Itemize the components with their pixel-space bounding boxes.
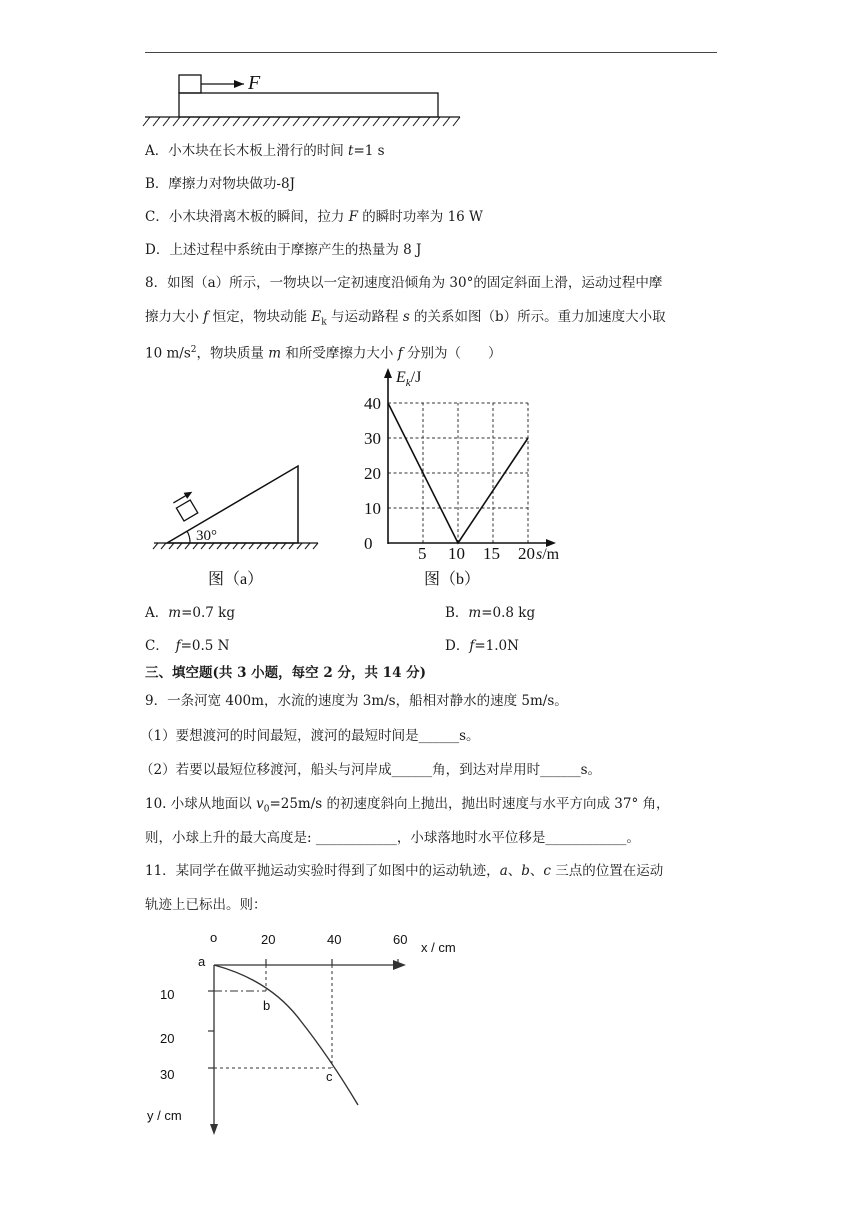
q11-var-b: b: [521, 863, 530, 879]
q8-c-post: =0.5 N: [180, 638, 230, 654]
q11-sep2: 、: [529, 863, 544, 879]
x-tick-label: 10: [448, 544, 465, 563]
q8-l2-c: 与运动路程: [326, 309, 403, 325]
chart-y-arrow: [384, 368, 392, 378]
origin-label: o: [210, 930, 218, 945]
ek-series-line: [388, 403, 528, 543]
q8-l3-a: 10 m/s: [145, 345, 191, 362]
q8-d-post: =1.0N: [474, 638, 519, 654]
q11-l1-a: 11．某同学在做平抛运动实验时得到了如图中的运动轨迹，: [145, 863, 500, 879]
board-force-figure: [140, 62, 470, 132]
q9-part1: （1）要想渡河的时间最短，渡河的最短时间是______s。: [140, 728, 480, 744]
y-axis-label: y / cm: [147, 1108, 182, 1123]
q7-option-b: B．摩擦力对物块做功-8J: [145, 176, 295, 192]
x-tick-label: 5: [418, 544, 427, 563]
q7-a-var: t: [348, 143, 354, 159]
q8-a-post: =0.7 kg: [181, 605, 235, 621]
q11-l1-b: 三点的位置在运动: [550, 863, 664, 879]
q8-b-pre: B．: [445, 605, 469, 621]
q8-stem-line2: [145, 308, 666, 332]
q8-d-var: f: [469, 638, 475, 654]
q7-a-value: =1 s: [353, 143, 385, 159]
y-tick-label: 10: [364, 499, 381, 518]
q11-var-c: c: [543, 863, 551, 879]
q10-l1-sub: 0: [263, 804, 270, 815]
q8-l2-s: s: [402, 309, 410, 325]
q8-stem-line1: 8．如图（a）所示，一物块以一定初速度沿倾角为 30°的固定斜面上滑，运动过程中摩: [145, 275, 663, 291]
q8-l3-d: 分别为（ ）: [402, 345, 502, 362]
x-tick-label: 15: [483, 544, 500, 563]
q8-l3-f: f: [397, 345, 403, 362]
q11-line2: 轨迹上已标出。则：: [145, 897, 267, 913]
y-tick-label: 40: [364, 394, 381, 413]
x-axis-label: x / cm: [421, 940, 456, 955]
q7-c-var: F: [348, 209, 358, 225]
figure-a-caption: 图（a）: [208, 571, 264, 588]
chart-x-tick-labels: [418, 544, 535, 563]
trajectory-figure: [140, 925, 480, 1145]
point-c-label: c: [326, 1069, 333, 1084]
q7-option-c: [145, 208, 483, 226]
q10-l1-a: 10. 小球从地面以: [145, 796, 257, 812]
q8-l3-m: m: [268, 345, 282, 362]
incline-figure: [150, 460, 330, 590]
q8-a-var: m: [168, 605, 182, 621]
q11-var-a: a: [499, 863, 508, 879]
force-label: F: [248, 72, 261, 94]
q8-l2-a: 擦力大小: [145, 309, 204, 325]
q8-l3-c: 和所受摩擦力大小: [281, 345, 398, 362]
q8-c-var: f: [175, 638, 181, 654]
q8-l3-sup: 2: [190, 345, 197, 355]
q11-sep1: 、: [507, 863, 522, 879]
q8-l2-k: k: [321, 317, 327, 328]
x-tick-40: 40: [327, 932, 342, 947]
q8-stem-line3: [145, 341, 501, 363]
q9-stem: 9．一条河宽 400m，水流的速度为 3m/s，船相对静水的速度 5m/s。: [145, 693, 568, 709]
point-a-label: a: [198, 954, 206, 969]
section3-heading: 三、填空题(共 3 小题，每空 2 分，共 14 分): [145, 665, 427, 681]
figure-b-caption: 图（b）: [424, 571, 481, 588]
q10-line1: [145, 795, 670, 819]
q10-line2: 则，小球上升的最大高度是: ____________，小球落地时水平位移是____________。: [145, 830, 640, 846]
q8-b-post: =0.8 kg: [481, 605, 536, 621]
q8-option-d: [445, 637, 519, 655]
y-tick-30: 30: [160, 1067, 175, 1082]
q7-option-a: [145, 142, 385, 160]
x-tick-20: 20: [261, 932, 276, 947]
chart-y-tick-labels: [364, 394, 381, 553]
chart-x-label: s/m: [536, 546, 560, 563]
y-tick-label: 20: [364, 464, 381, 483]
q8-b-var: m: [468, 605, 482, 621]
q7-option-d: D．上述过程中系统由于摩擦产生的热量为 8 J: [145, 242, 422, 258]
q8-option-c: [145, 637, 229, 655]
y-tick-label: 0: [364, 534, 373, 553]
y-tick-label: 30: [364, 429, 381, 448]
ek-s-chart: [360, 366, 580, 596]
x-tick-60: 60: [393, 932, 408, 947]
q8-option-b: [445, 604, 535, 622]
q8-l2-E: E: [311, 309, 322, 325]
q9-part2: （2）若要以最短位移渡河，船头与河岸成______角，到达对岸用时______s。: [140, 762, 602, 778]
q7-a-text: A．小木块在长木板上滑行的时间: [145, 143, 349, 159]
q10-l1-b: =25m/s 的初速度斜向上抛出，抛出时速度与水平方向成 37° 角，: [269, 796, 670, 812]
point-b-label: b: [263, 998, 271, 1013]
q8-c-pre: C．: [145, 638, 176, 654]
x-tick-label: 20: [518, 544, 535, 563]
header-rule: [145, 52, 717, 53]
chart-y-label: $E_k/J$: [396, 369, 422, 389]
q11-line1: [145, 862, 663, 880]
q8-d-pre: D．: [445, 638, 470, 654]
q7-c-value: 的瞬时功率为 16 W: [358, 209, 483, 225]
chart-grid: [388, 403, 528, 543]
y-tick-20: 20: [160, 1031, 175, 1046]
q8-l2-d: 的关系如图（b）所示。重力加速度大小取: [409, 309, 666, 325]
q8-l3-b: ，物块质量: [196, 345, 269, 362]
q8-l2-b: 恒定，物块动能: [208, 309, 312, 325]
y-tick-10: 10: [160, 987, 175, 1002]
q7-c-text: C．小木块滑离木板的瞬间，拉力: [145, 209, 349, 225]
q8-a-pre: A．: [145, 605, 169, 621]
incline-angle-label: 30°: [196, 528, 217, 544]
q8-option-a: [145, 604, 235, 622]
q10-l1-v: v: [256, 796, 264, 812]
q8-l2-f: f: [203, 309, 209, 325]
